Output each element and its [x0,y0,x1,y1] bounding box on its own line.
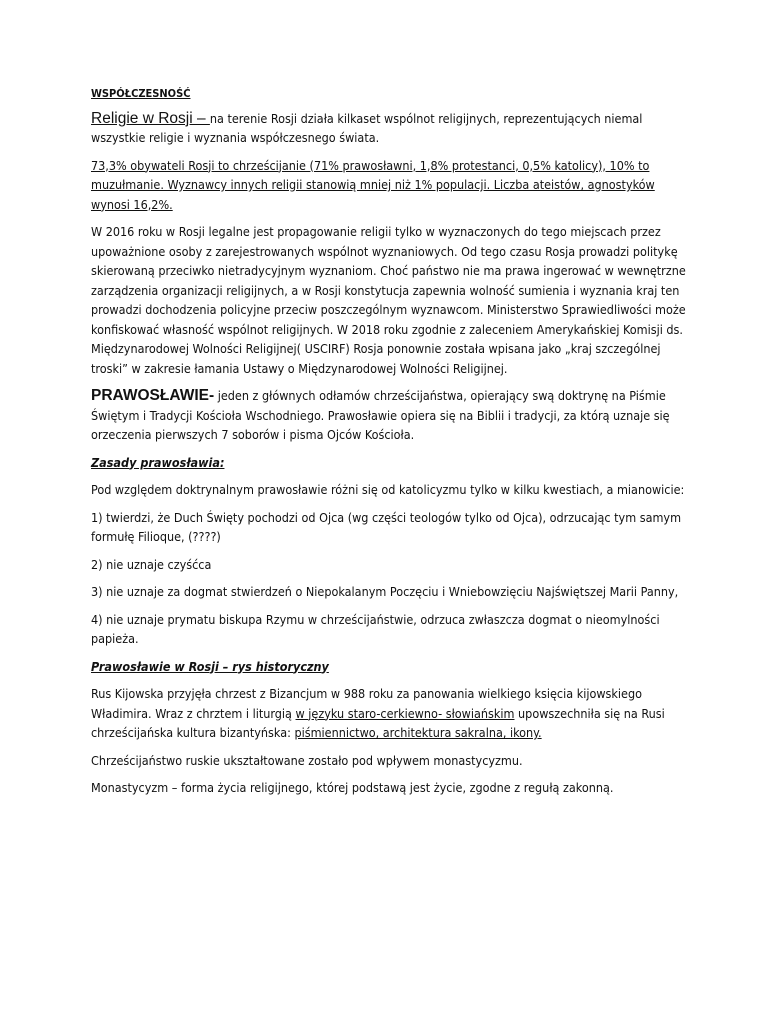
list-item-1: 1) twierdzi, że Duch Święty pochodzi od Ojca (wg części teologów tylko od Ojca), odrzucając tym samym formułę Filioque, (????) [91,509,682,544]
paragraph-monastycyzm-definition: Monastycyzm – forma życia religijnego, której podstawą jest życie, zgodne z regułą zakonną. [91,780,614,795]
statistics-part-a: 73,3% obywateli Rosji to chrześcijanie ( [91,157,314,173]
list-item-3: 3) nie uznaje za dogmat stwierdzeń o Niepokalanym Poczęciu i Wniebowzięciu Najświętszej Marii Panny, [91,584,679,599]
paragraph-doctrine-intro: Pod względem doktrynalnym prawosławie różni się od katolicyzmu tylko w kilku kwestiach, a mianowicie: [91,482,685,497]
list-item-4: 4) nie uznaje prymatu biskupa Rzymu w chrześcijaństwie, odrzuca zwłaszcza dogmat o nieomylności papieża. [91,611,660,646]
list-item-2: 2) nie uznaje czyśćca [91,556,212,572]
paragraph-religie [91,109,691,148]
rus-part-d: piśmiennictwo, architektura sakralna, ikony. [294,725,542,740]
paragraph-prawoslawie [91,386,691,445]
paragraph-statistics [91,156,691,215]
subheading-zasady: Zasady prawosławia: [91,454,225,470]
rus-part-b: w języku staro-cerkiewno- słowiańskim [295,705,515,721]
subheading-rys-historyczny: Prawosławie w Rosji – rys historyczny [91,658,329,674]
document-page [91,84,691,806]
paragraph-rus-kijowska [91,684,691,743]
statistics-part-b: 71% prawosławni, 1,8% protestanci, 0,5% katolicy [313,157,599,173]
lead-prawoslawie: PRAWOSŁAWIE- [91,387,215,404]
lead-religie-w-rosji: Religie w Rosji – [91,109,210,127]
paragraph-monastycyzm-intro: Chrześcijaństwo ruskie ukształtowane zostało pod wpływem monastycyzmu. [91,752,523,768]
rus-part-a: Rus Kijowska przyjęła chrzest z Bizancjum w 988 roku za panowania wielkiego księcia kijowskiego Władimira. Wraz z chrztem i liturgią [91,686,642,721]
section-heading: WSPÓŁCZESNOŚĆ [91,87,191,100]
paragraph-law-2016: W 2016 roku w Rosji legalne jest propagowanie religii tylko w wyznaczonych do tego miejscach przez upoważnione osoby z zarejestrowanych wspólnot wyznaniowych. Od tego czasu Rosja prowadzi politykę skierowaną przeciwko nietradycyjnym wyznaniom. Choć państwo nie ma prawa ingerować w wewnętrzne zarządzenia organizacji religijnych, a w Rosji konstytucja zapewnia wolność sumienia i wyznania kraj ten prowadzi dochodzenia policyjne przeciw poszczególnym wyznawcom. Ministerstwo Sprawiedliwości może konfiskować własność wspólnot religijnych. W 2018 roku zgodnie z zaleceniem Amerykańskiej Komisji ds. Międzynarodowej Wolności Religijnej( USCIRF) Rosja ponownie została wpisana jako „kraj szczególnej troski” w zakresie łamania Ustawy o Międzynarodowej Wolności Religijnej. [91,224,686,376]
paragraph-prawoslawie-text: jeden z głównych odłamów chrześcijaństwa, opierający swą doktrynę na Piśmie Świętym i Tradycji Kościoła Wschodniego. Prawosławie opiera się na Biblii i tradycji, za którą uznaje się orzeczenia pierwszych 7 soborów i pisma Ojców Kościoła. [91,388,670,442]
statistics-part-c: ), 10% to muzułmanie. Wyznawcy innych religii stanowią mniej niż 1% populacji. Liczba ateistów, agnostyków wynosi 16,2%. [91,157,655,212]
paragraph-religie-text: na terenie Rosji działa kilkaset wspólnot religijnych, reprezentujących niemal wszystkie religie i wyznania współczesnego świata. [91,110,643,145]
rus-part-c: upowszechniła się na Rusi chrześcijańska kultura bizantyńska: [91,705,665,740]
